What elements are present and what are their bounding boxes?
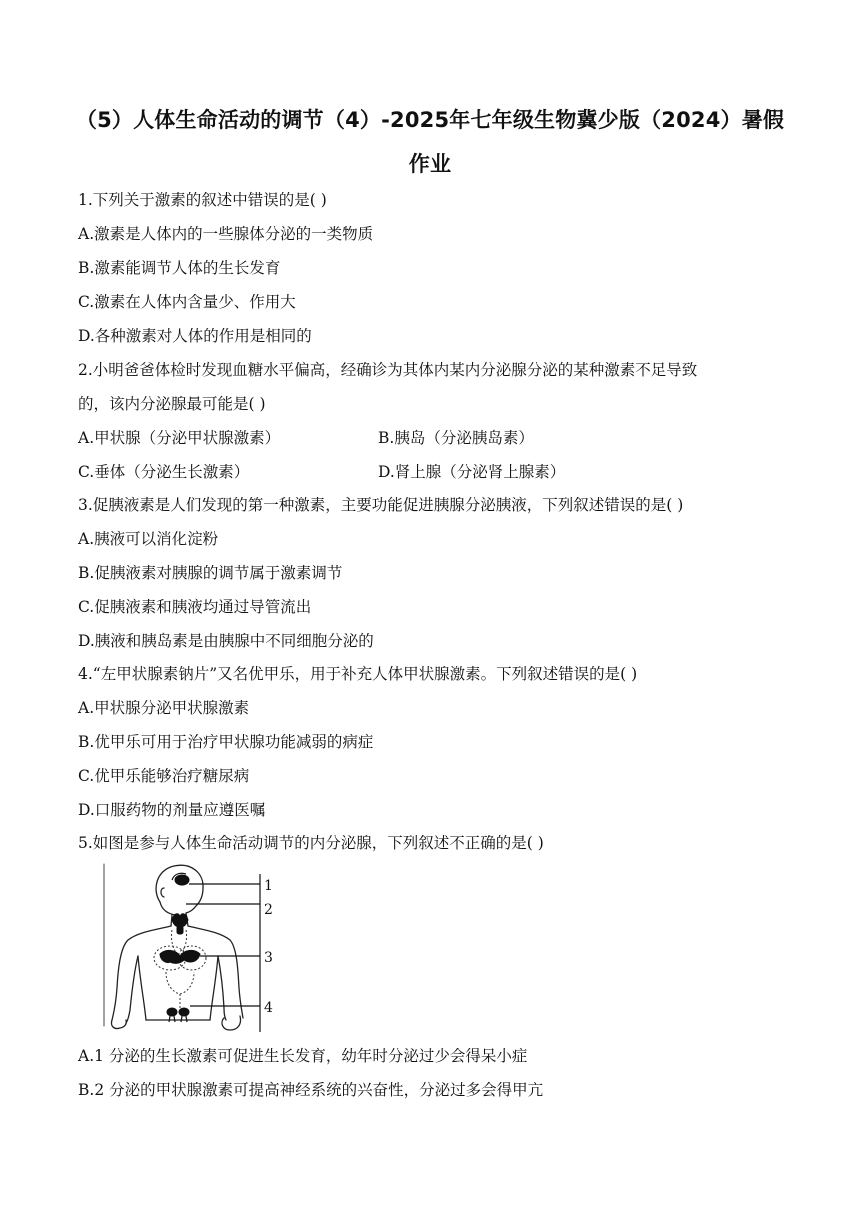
title-line-2: 作业 xyxy=(408,152,452,176)
q5-option-b: B.2 分泌的甲状腺激素可提高神经系统的兴奋性，分泌过多会得甲亢 xyxy=(78,1081,544,1099)
q1-option-b: B.激素能调节人体的生长发育 xyxy=(78,259,281,277)
q1-option-d: D.各种激素对人体的作用是相同的 xyxy=(78,327,312,345)
q2-option-b: B.胰岛（分泌胰岛素） xyxy=(378,429,534,447)
q3-stem: 3.促胰液素是人们发现的第一种激素，主要功能促进胰腺分泌胰液，下列叙述错误的是( ) xyxy=(78,496,684,514)
q2-stem-line-2: 的，该内分泌腺最可能是( ) xyxy=(78,395,266,413)
q5-stem: 5.如图是参与人体生命活动调节的内分泌腺，下列叙述不正确的是( ) xyxy=(78,834,544,852)
q2-option-d: D.肾上腺（分泌肾上腺素） xyxy=(378,463,566,481)
q3-option-b: B.促胰液素对胰腺的调节属于激素调节 xyxy=(78,564,343,582)
q2-option-c: C.垂体（分泌生长激素） xyxy=(78,463,250,481)
q2-stem-line-1: 2.小明爸爸体检时发现血糖水平偏高，经确诊为其体内某内分泌腺分泌的某种激素不足导致 xyxy=(78,361,698,379)
q2-option-a: A.甲状腺（分泌甲状腺激素） xyxy=(78,429,281,447)
human-body-diagram xyxy=(100,860,280,1032)
figure-label-1: 1 xyxy=(264,878,273,894)
q4-option-a: A.甲状腺分泌甲状腺激素 xyxy=(78,699,250,717)
q3-option-d: D.胰液和胰岛素是由胰腺中不同细胞分泌的 xyxy=(78,632,374,650)
title-line-1: （5）人体生命活动的调节（4）-2025年七年级生物冀少版（2024）暑假 xyxy=(75,108,785,132)
q1-option-a: A.激素是人体内的一些腺体分泌的一类物质 xyxy=(78,225,374,243)
q1-stem: 1.下列关于激素的叙述中错误的是( ) xyxy=(78,191,327,209)
q3-option-a: A.胰液可以消化淀粉 xyxy=(78,530,219,548)
endocrine-glands-figure xyxy=(100,860,280,1032)
figure-label-2: 2 xyxy=(264,902,273,918)
figure-label-3: 3 xyxy=(264,950,273,966)
q3-option-c: C.促胰液素和胰液均通过导管流出 xyxy=(78,598,312,616)
q5-option-a: A.1 分泌的生长激素可促进生长发育，幼年时分泌过少会得呆小症 xyxy=(78,1047,528,1065)
q4-option-c: C.优甲乐能够治疗糖尿病 xyxy=(78,767,250,785)
figure-label-4: 4 xyxy=(264,1000,273,1016)
q4-option-d: D.口服药物的剂量应遵医嘱 xyxy=(78,801,266,819)
document-title xyxy=(60,98,800,186)
q1-option-c: C.激素在人体内含量少、作用大 xyxy=(78,293,296,311)
q4-option-b: B.优甲乐可用于治疗甲状腺功能减弱的病症 xyxy=(78,733,374,751)
q4-stem: 4.“左甲状腺素钠片”又名优甲乐，用于补充人体甲状腺激素。下列叙述错误的是( ) xyxy=(78,665,638,683)
